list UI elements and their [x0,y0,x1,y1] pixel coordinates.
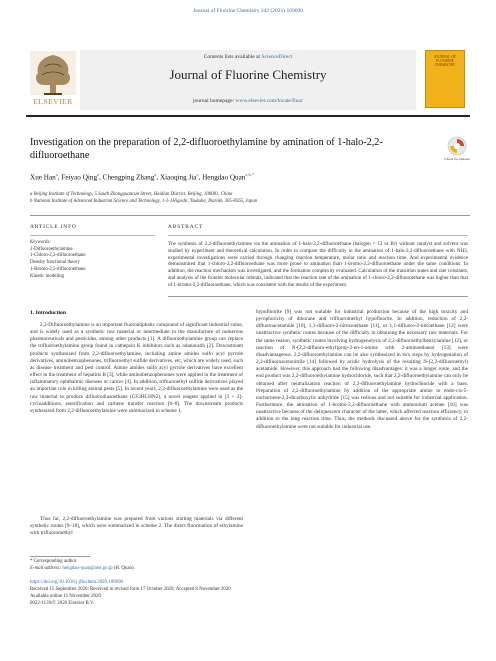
keywords-block [30,240,150,280]
abstract-text: The synthesis of 2,2-difluoroethylamine via the amination of 1-halo-2,2-difluoroethane (halogen = Cl or Br) without catalyst and solvent was studied by experiment and theoretical calculation. In order to compare the difficulty in the amination of 1-halo-2,2-difluoroethane with NH3, experimental investigations were carried through changing reaction temperature, molar ratio and reaction time. And experimental evidence demonstrated that 1-chloro-2,2-difluoroethane was more prone to amination than 1-bromo-2,2-difluoroethane under the same conditions. In addition, the reaction mechanism was investigated, and the formation complexity evaluated. Calculation of the transition states and rate constants, and analysis of the frontier molecular orbitals, indicated that the reaction rate of the amination of 1-chloro-2,2-difluoroethane was higher than that of 1-bromo-2,2-difluoroethane, which was consistent with the results of the experiment. [168,241,468,288]
author-affiliation-marker: a [154,172,157,177]
footnote-rule [30,556,90,557]
corresponding-author-note: * Corresponding author. [30,559,78,564]
abstract-rule [168,235,468,236]
keywords-label: Keywords: [30,240,52,245]
author[interactable]: Xiaoqing Jia [159,173,197,182]
crossmark-icon[interactable] [447,136,467,156]
email-label: E-mail address: [30,566,63,571]
publisher-name: ELSEVIER [33,97,73,106]
received-dates: Received 15 September 2020; Received in revised form 17 October 2020; Accepted 8 November 2020 [30,587,231,592]
header-rule [26,115,470,117]
author[interactable]: Feiyao Qing [61,173,98,182]
journal-reference: Journal of Fluorine Chemistry 242 (2021) 109690 [193,8,303,14]
copyright: 0022-1139/© 2020 Elsevier B.V. [30,601,95,606]
journal-cover-title: JOURNAL OF FLUORINE CHEMISTRY [434,55,456,68]
section-rule [30,215,470,216]
abstract-label: ABSTRACT [168,224,204,230]
author[interactable]: Xue Han [30,173,56,182]
author[interactable]: Chengping Zhang [102,173,155,182]
article-title: Investigation on the preparation of 2,2-difluoroethylamine by amination of 1-halo-2,2-difluoroethane [30,137,383,161]
author-affiliation-marker: a [97,172,100,177]
keyword: 1-Bromo-2,2-difluoroethane [30,266,86,272]
email-link[interactable]: hengdao-quan@aist.go.jp [62,566,113,571]
author[interactable]: Hengdao Quan [202,173,246,182]
affiliation-b: b National Institute of Advanced Industrial Science and Technology, 1-1-1Higashi, Tsukuba, Ibaraki, 305-8565, Japan [30,199,258,204]
sciencedirect-link[interactable]: ScienceDirect [261,54,293,60]
contents-prefix: Contents lists available at [203,54,262,60]
contents-line [80,54,416,60]
abstract-end-rule [168,296,468,297]
intro-paragraph-2: Thus far, 2,2-difluoroethylamine was prepared from various starting materials via different synthetic routes [9–18], which were summarized in scheme 2. The direct fluorination of ethylamine with trifluoromethyl [30,516,243,537]
author-affiliation-marker: a [55,172,58,177]
article-info-rule [30,235,155,236]
author-affiliation-marker: a,b,* [245,172,255,177]
homepage-line [80,98,416,104]
article-info-label: ARTICLE INFO [30,224,77,230]
intro-paragraph-right: hypofluorite [9] was not suitable for industrial production because of the high toxicity and pyrophoricity of diborane and trifluoromethyl hypofluorite. In addition, reduction of 2,2-difluoroacetamide [10], 1,1-difluoro-2-nitrosoethane [11], or 1,1-difluoro-2-nitroethane [12] were unattractive synthetic routes because of the difficulty in obtaining the necessary raw materials. For the same reason, synthetic routes involving hydrogenolysis of 2,2-difluoroethylbenzylamine [12], or reaction of N-(2,2-difluoro-ethyl)prop-2-en-1-amine with 2-aminoethanol [13] were disadvantageous. 2,2-difluoroethylamine can be also synthesized in two steps by hydrogenation of 2,2-difluoroacetonitrile [14] followed by acidic hydrolysis of the resulting N-(2,2-difluoroethyl) acetamide. However, this approach had the following disadvantages: it was a longer route, and the end product was 2,2-difluoroethylamine hydrochloride, such that 2,2-difluoroethylamine can only be obtained after neutralization reaction of 2,2-difluoroethylamine hydrochloride with a base. Preparation of 2,2-difluoroethylamine by addition of the appropriate amine to endo-cis-5-norbornene-2,3-dicarboxylic anhydride [15] was tedious and not suitable for industrial application. Furthermore, the amination of 1-bromo-2,2-difluoroethane with ammonium acetate [16] was unattractive because of the deliquescent character of the latter, which affected reaction efficiency, in addition to the long reaction time. Thus, the methods discussed above for the synthesis of 2,2-difluoroethylamine were not suitable for industrial use. [256,309,468,430]
homepage-link[interactable]: www.elsevier.com/locate/fluor [235,98,303,104]
keyword: 1-Chloro-2,2-difluoroethane [30,253,86,259]
crossmark-label: Check for updates [444,157,470,161]
author-affiliation-marker: a [196,172,199,177]
homepage-prefix: journal homepage: [193,98,236,104]
available-online: Available online 11 November 2020 [30,594,101,599]
intro-paragraph-1: 2,2-Difluoroethylamine is an important fluoroaliphatic compound of significant industrial value, and is widely used as a synthetic raw material or intermediate in the manufacture of numerous pharmaceuticals and pesticides, among other products [1]. A difluoroethylamine group can replace the trifluoroethylamine group found in cathepsin K inhibitors such as odanacatib [2]. Downstream products synthesized from 2,2-difluoroethylamine, including amine amides sulfo acyl pyrrole derivatives, aminobenzophenones, trifluoroethyl sulfide derivatives, etc, which are widely used, such as disease treatment and pest control. Amine amides sulfo acyl pyrrole derivatives have excellent effect in the treatment of hepatitis B [3], while aminobenzophenones were applied in the treatment of inflammatory ophthalmic diseases or cancer [4]. In addition, trifluoroethyl sulfide derivatives played an important role in killing animal pests [5]. In recent years, 2,2-difluoroethylamine were used as the raw material to produce difluorodiazoethane (CF2HCHN2), a novel reagent applied in [3 + 2]-cycloadditions, esterification and carbene transfer reaction [6–8]. The downstream products synthesized from 2,2-difluoroethylamine were summarized in scheme 1. [30,322,243,414]
author-list: Xue Han$^a$, Feiyao Qing$^a$, Chengping Zhang$^a$, Xiaoqing Jia$^a$, Hengdao Quan$^{a,b,*}$ [30,172,255,182]
affiliation-a: a Beijing Institute of Technology, 5 South Zhongguancun Street, Haidian District, Beijing, 100081, China [30,192,233,197]
doi-link[interactable]: https://doi.org/10.1016/j.jfluchem.2020.109690 [30,580,123,585]
keyword: Kinetic modeling [30,273,65,279]
keyword: 2-Difluoroethylamine [30,246,73,252]
email-suffix: (H. Quan). [112,566,135,571]
doi-line [30,580,123,587]
journal-title: Journal of Fluorine Chemistry [169,67,327,82]
keyword: Density functional theory [30,260,80,266]
email-line [30,566,135,573]
introduction-heading: 1. Introduction [30,310,66,316]
